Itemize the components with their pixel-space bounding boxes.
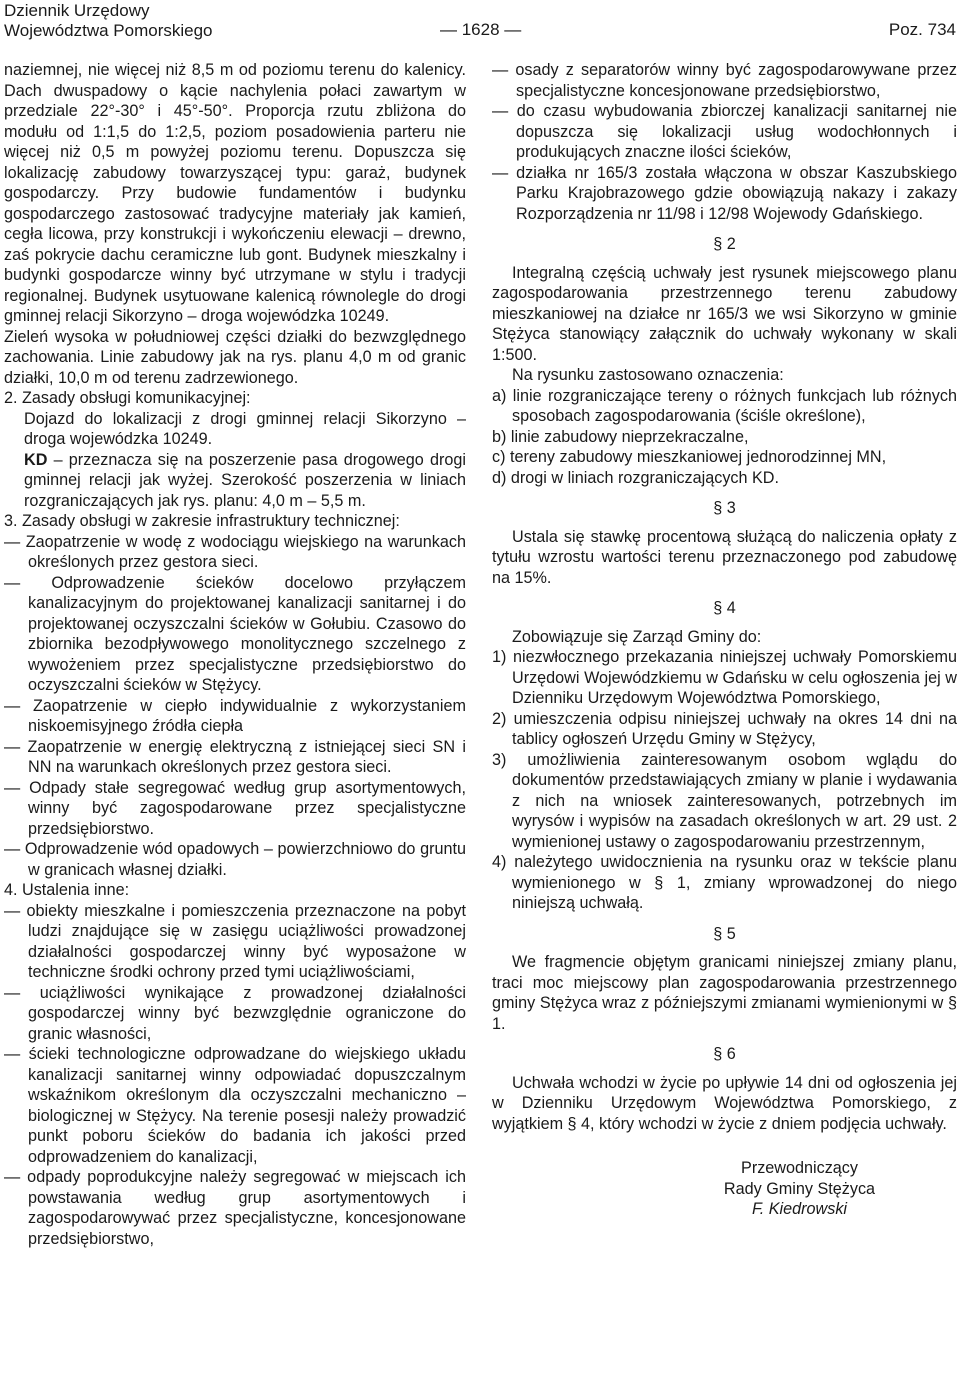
list-item: c) tereny zabudowy mieszkaniowej jednorodzinnej MN, [492, 448, 887, 466]
signature-body: Rady Gminy Stężyca [723, 1179, 876, 1198]
list-item: 1) niezwłocznego przekazania niniejszej uchwały Pomorskiemu Urzędowi Wojewódzkiemu w Gdańsku w celu ogłoszenia jej w Dzienniku Urzędowym Województwa Pomorskiego, [492, 648, 957, 707]
item-3-heading: 3. Zasady obsługi w zakresie infrastruktury technicznej: [4, 512, 400, 530]
right-column [492, 60, 957, 1220]
section-3-title: § 3 [713, 499, 736, 517]
page-number: — 1628 — [440, 20, 522, 39]
list-item: — Zaopatrzenie w energię elektryczną z istniejącej sieci SN i NN na warunkach określonych przez gestora sieci. [4, 737, 466, 776]
list-item: — Zaopatrzenie w wodę z wodociągu wiejskiego na warunkach określonych przez gestora sieci. [4, 532, 466, 571]
list-item: — obiekty mieszkalne i pomieszczenia przeznaczone na pobyt ludzi znajdujące się w zasięgu uciążliwości prowadzonej działalności gospodarczej winny być wyposażone w techniczne środki ochrony przed tymi uciążliwościami, [4, 901, 466, 981]
kd-symbol: KD [24, 450, 48, 469]
list-item: — Odprowadzenie wód opadowych – powierzchniowo do gruntu w granicach własnej działki. [4, 840, 466, 879]
journal-name: Dziennik Urzędowy [4, 1, 150, 20]
list-item: — do czasu wybudowania zbiorczej kanalizacji sanitarnej nie dopuszcza się lokalizacji usług wodochłonnych i produkujących znaczne ilości ścieków, [492, 102, 957, 161]
paragraph: Ustala się stawkę procentową służącą do naliczenia opłaty z tytułu wzrostu wartości terenu przeznaczonego pod zabudowę na 15%. [492, 527, 957, 587]
list-item: 4) należytego uwidocznienia na rysunku oraz w tekście planu wymienionego w § 1, zmiany wprowadzonej do niego niniejszą uchwałą. [492, 853, 957, 912]
list-item: a) linie rozgraniczające tereny o różnych funkcjach lub różnych sposobach zagospodarowania (ściśle określone), [492, 386, 957, 425]
page-header [4, 0, 956, 44]
list-item: 3) umożliwienia zainteresowanym osobom wglądu do dokumentów przedstawiających zmiany w planie i wydawania z nich na wniosek zainteresowanych, potrzebnych im wyrysów i wypisów na zasadach określonych w art. 29 ust. 2 wymienionej ustawy o zagospodarowaniu przestrzennym, [492, 750, 957, 851]
item-2-text: Dojazd do lokalizacji z drogi gminnej relacji Sikorzyno – droga wojewódzka 10249. [24, 409, 466, 448]
list-item: — Odprowadzenie ścieków docelowo przyłączem kanalizacyjnym do projektowanej kanalizacji sanitarnej i do projektowanej oczyszczalni ścieków w Gołubiu. Czasowo do zbiornika bezodpływowego monolitycznego szczelnego z wywożeniem przez specjalistyczne przedsiębiorstwo do oczyszczalni ścieków w Stężycy. [4, 573, 466, 694]
item-4-heading: 4. Ustalenia inne: [4, 881, 130, 899]
section-5-title: § 5 [713, 924, 736, 943]
list-item: — uciążliwości wynikające z prowadzonej działalności gospodarczej winny być bezwzględnie ograniczone do granic własności, [4, 983, 466, 1043]
list-item: — odpady poprodukcyjne należy segregować w miejscach ich powstawania według grup asortymentowych i zagospodarowywać przez specjalistyczne, koncesjonowane przedsiębiorstwo, [4, 1168, 466, 1248]
list-item: d) drogi w liniach rozgraniczających KD. [492, 468, 779, 487]
list-item: — ścieki technologiczne odprowadzane do wiejskiego układu kanalizacji sanitarnej winny odpowiadać dopuszczalnym wskaźnikom określonym dla oczyszczalni mechaniczno – biologicznej w Stężycy. Na terenie posesji należy prowadzić punkt poboru ścieków do badania ich jakości przed odprowadzeniem do kanalizacji, [4, 1045, 466, 1166]
paragraph: naziemnej, nie więcej niż 8,5 m od poziomu terenu do kalenicy. Dach dwuspadowy o kącie nachylenia połaci zawartym w przedziale 22°-30° i 45°-50°. Proporcja rzutu zbliżona do modułu od 1:1,5 do 1:2,5, poziom posadowienia parteru nie więcej niż 0,5 m powyżej poziomu terenu. Dopuszcza się lokalizację zabudowy towarzyszącej typu: garaż, budynek gospodarczy. Przy budowie fundamentów i budynku gospodarczego zastosować tradycyjne materiały jak kamień, cegła licowa, przy konstrukcji i wykończeniu elewacji – drewno, zaś pokrycie dachu ceramiczne lub gont. Budynek mieszkalny i budynki gospodarcze winny być utrzymane w stylu i tradycji regionalnej. Budynek usytuowane kalenicą równolegle do drogi gminnej relacji Sikorzyno – droga wojewódzka 10249. [4, 61, 466, 325]
journal-title [4, 1, 213, 41]
signature-name: F. Kiedrowski [751, 1200, 848, 1218]
item-2-heading: 2. Zasady obsługi komunikacyjnej: [4, 389, 251, 407]
position-number: Poz. 734 [888, 20, 956, 39]
list-item: — Odpady stałe segregować według grup asortymentowych, winny być zagospodarowane przez specjalistyczne przedsiębiorstwo. [4, 778, 466, 838]
paragraph: We fragmencie objętym granicami niniejszej zmiany planu, traci moc miejscowy plan zagospodarowania przestrzennego gminy Stężyca wraz z późniejszymi zmianami wymienionymi w § 1. [492, 953, 957, 1033]
paragraph: Na rysunku zastosowano oznaczenia: [512, 366, 784, 384]
list-item: — osady z separatorów winny być zagospodarowywane przez specjalistyczne koncesjonowane przedsiębiorstwo, [492, 61, 957, 100]
list-item: b) linie zabudowy nieprzekraczalne, [492, 427, 749, 446]
paragraph: Zieleń wysoka w południowej części działki do bezwzględnego zachowania. Linie zabudowy jak na rys. planu 4,0 m od granic działki, 10,0 m od terenu zadrzewionego. [4, 327, 466, 387]
list-item: 2) umieszczenia odpisu niniejszej uchwały na okres 14 dni na tablicy ogłoszeń Urzędu Gminy w Stężycy, [492, 709, 957, 748]
list-item: — działka nr 165/3 została włączona w obszar Kaszubskiego Parku Krajobrazowego gdzie obowiązują nakazy i zakazy Rozporządzenia nr 11/98 i 12/98 Wojewody Gdańskiego. [492, 163, 957, 223]
list-item: — Zaopatrzenie w ciepło indywidualnie z wykorzystaniem niskoemisyjnego źródła ciepła [4, 696, 466, 735]
section-4-title: § 4 [713, 599, 736, 617]
section-2-title: § 2 [713, 235, 736, 253]
paragraph: Zobowiązuje się Zarząd Gminy do: [512, 627, 762, 646]
signature-block [492, 1158, 957, 1220]
left-column [4, 60, 466, 1249]
kd-description: – przeznacza się na poszerzenie pasa drogowego drogi gminnej relacji jak wyżej. Szerokość poszerzenia w liniach rozgraniczających jak rys. planu: 4,0 m – 5,5 m. [24, 450, 466, 510]
section-6-title: § 6 [713, 1045, 736, 1063]
paragraph: Integralną częścią uchwały jest rysunek miejscowego planu zagospodarowania przestrzennego terenu zabudowy mieszkaniowej na działce nr 165/3 we wsi Sikorzyno w gminie Stężyca stanowiący załącznik do uchwały wykonany w skali 1:500. [492, 263, 957, 364]
signature-title: Przewodniczący [741, 1159, 858, 1177]
item-2-kd-text [4, 450, 466, 512]
paragraph: Uchwała wchodzi w życie po upływie 14 dni od ogłoszenia jej w Dzienniku Urzędowym Województwa Pomorskiego, z wyjątkiem § 4, który wchodzi w życie z dniem podjęcia uchwały. [492, 1073, 957, 1133]
journal-region: Województwa Pomorskiego [4, 21, 213, 40]
